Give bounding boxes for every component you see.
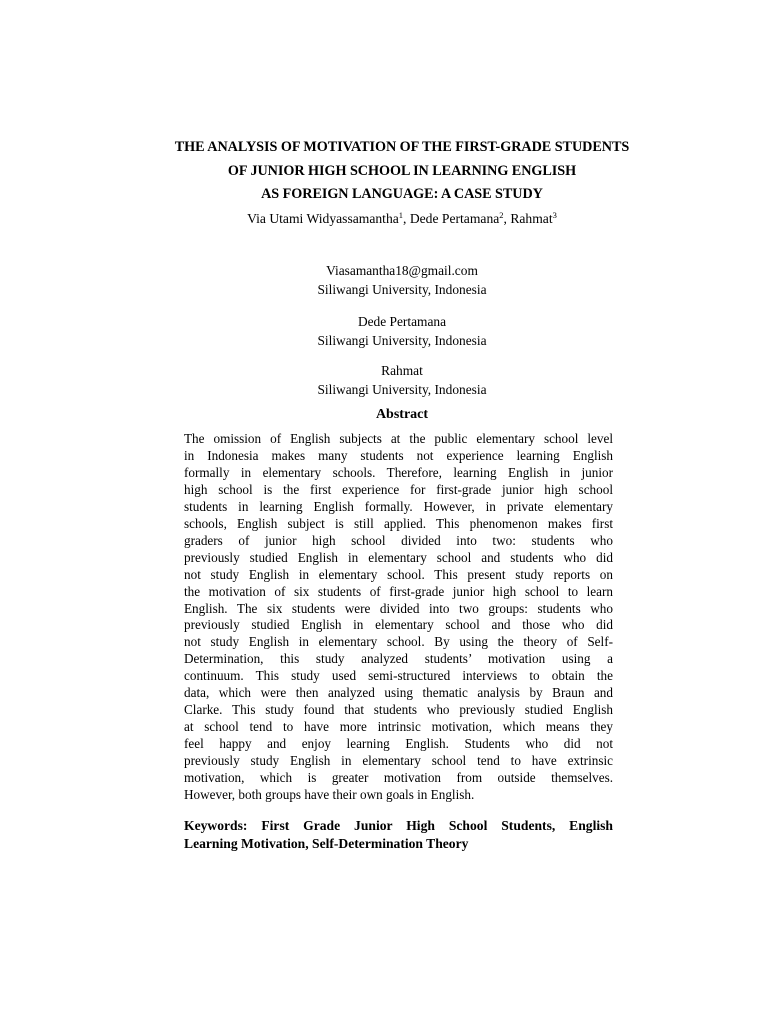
affiliation-institution: Siliwangi University, Indonesia: [317, 332, 487, 348]
abstract-heading: Abstract: [375, 407, 429, 422]
abstract-line: high school is the first experience for first-grade junior high school: [184, 481, 613, 497]
abstract-body: [184, 431, 613, 804]
abstract-line: schools, English subject is still applied. This phenomenon makes first: [184, 515, 613, 531]
abstract-line: data, which were then analyzed using thematic analysis by Braun and: [184, 685, 613, 701]
abstract-line: previously study English in elementary school tend to have extrinsic: [184, 753, 613, 769]
abstract-line: Determination, this study analyzed students’ motivation using a: [184, 651, 613, 667]
abstract-line: students in learning English formally. However, in private elementary: [184, 498, 613, 514]
author-name: Dede Pertamana: [409, 211, 500, 226]
title-line: THE ANALYSIS OF MOTIVATION OF THE FIRST-GRADE STUDENTS: [174, 139, 630, 155]
abstract-line: previously studied English in elementary school and those who did: [184, 617, 613, 633]
abstract-line: The omission of English subjects at the public elementary school level: [184, 431, 613, 446]
author-affiliation-number: 1: [398, 210, 404, 220]
affiliation-block: [180, 362, 624, 399]
abstract-line: formally in elementary schools. Therefore, learning English in junior: [184, 464, 613, 480]
author-separator: ,: [503, 211, 511, 226]
author-name: Via Utami Widyassamantha: [247, 211, 399, 226]
author-name: Rahmat: [510, 211, 553, 226]
author-separator: ,: [403, 211, 410, 226]
abstract-line: Clarke. This study found that students who previously studied English: [184, 702, 613, 718]
affiliation-block: [180, 313, 624, 350]
abstract-line: the motivation of six students of first-grade junior high school to learn: [184, 583, 613, 599]
affiliation-author-name: Rahmat: [381, 363, 423, 378]
author-affiliation-number: 3: [552, 210, 557, 220]
title-line: AS FOREIGN LANGUAGE: A CASE STUDY: [261, 186, 543, 202]
author-affiliation-number: 2: [499, 210, 504, 220]
affiliation-institution: Siliwangi University, Indonesia: [317, 381, 487, 397]
abstract-line: motivation, which is greater motivation from outside themselves.: [184, 770, 613, 786]
abstract-line: not study English in elementary school. This present study reports on: [184, 566, 613, 582]
author-email: Viasamantha18@gmail.com: [326, 263, 478, 278]
abstract-line: at school tend to have more intrinsic motivation, which means they: [184, 719, 613, 735]
keywords: [184, 817, 613, 852]
abstract-line: feel happy and enjoy learning English. Students who did not: [184, 736, 613, 752]
abstract-line: not study English in elementary school. By using the theory of Self-: [184, 634, 613, 650]
abstract-line: in Indonesia makes many students not experience learning English: [184, 447, 613, 463]
keywords-line: Learning Motivation, Self-Determination Theory: [184, 835, 469, 851]
author-list: [120, 210, 684, 228]
abstract-line: previously studied English in elementary school and students who did: [184, 549, 613, 565]
affiliation-author-name: Dede Pertamana: [357, 314, 447, 329]
keywords-line: Keywords: First Grade Junior High School Students, English: [184, 818, 613, 833]
abstract-line: graders of junior high school divided into two: students who: [184, 532, 613, 548]
affiliation-institution: Siliwangi University, Indonesia: [317, 281, 487, 297]
abstract-line: English. The six students were divided into two groups: students who: [184, 600, 613, 616]
affiliation-block: [180, 262, 624, 299]
abstract-line: However, both groups have their own goals in English.: [184, 787, 475, 803]
title-line: OF JUNIOR HIGH SCHOOL IN LEARNING ENGLISH: [227, 162, 577, 179]
paper-title: [120, 136, 684, 207]
abstract-line: continuum. This study used semi-structured interviews to obtain the: [184, 668, 613, 684]
